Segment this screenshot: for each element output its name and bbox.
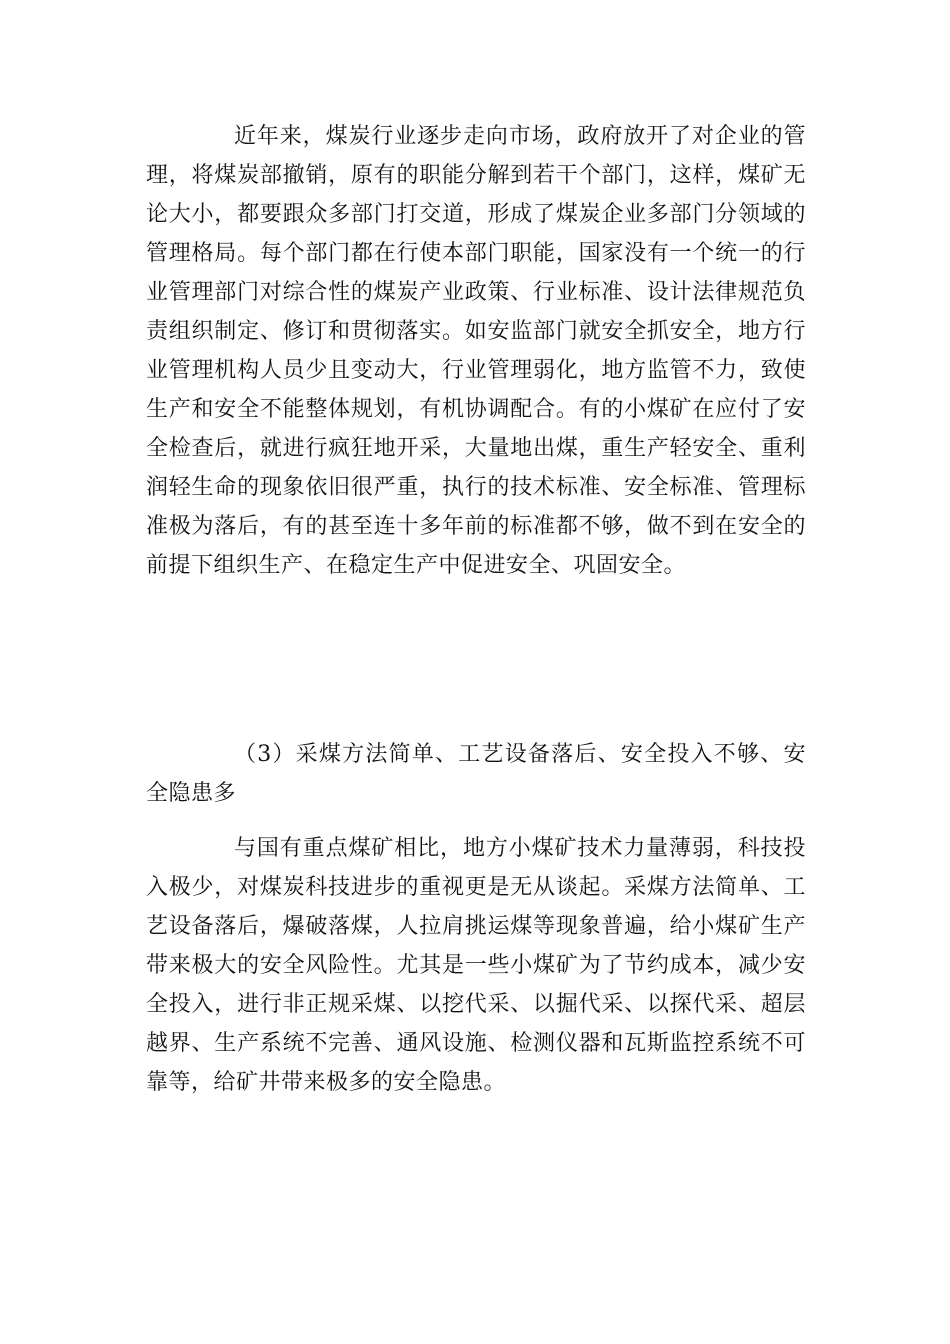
section-heading-3 [146, 735, 806, 813]
paragraph-text: 与国有重点煤矿相比，地方小煤矿技术力量薄弱，科技投入极少，对煤炭科技进步的重视更是无从谈起。采煤方法简单、工艺设备落后，爆破落煤，人拉肩挑运煤等现象普遍，给小煤矿生产带来极大的安全风险性。尤其是一些小煤矿为了节约成本，减少安全投入，进行非正规采煤、以挖代采、以掘代采、以探代采、超层越界、生产系统不完善、通风设施、检测仪器和瓦斯监控系统不可靠等，给矿井带来极多的安全隐患。 [146, 836, 806, 1095]
paragraph-text: 近年来，煤炭行业逐步走向市场，政府放开了对企业的管理，将煤炭部撤销，原有的职能分解到若干个部门，这样，煤矿无论大小，都要跟众多部门打交道，形成了煤炭企业多部门分领域的管理格局。每个部门都在行使本部门职能，国家没有一个统一的行业管理部门对综合性的煤炭产业政策、行业标准、设计法律规范负责组织制定、修订和贯彻落实。如安监部门就安全抓安全，地方行业管理机构人员少且变动大，行业管理弱化，地方监管不力，致使生产和安全不能整体规划，有机协调配合。有的小煤矿在应付了安全检查后，就进行疯狂地开采，大量地出煤，重生产轻安全、重利润轻生命的现象依旧很严重，执行的技术标准、安全标准、管理标准极为落后，有的甚至连十多年前的标准都不够，做不到在安全的前提下组织生产、在稳定生产中促进安全、巩固安全。 [146, 124, 806, 578]
body-paragraph-mining-methods [146, 829, 806, 1102]
heading-text: （3）采煤方法简单、工艺设备落后、安全投入不够、安全隐患多 [146, 742, 806, 806]
body-paragraph-industry-management [146, 117, 806, 585]
